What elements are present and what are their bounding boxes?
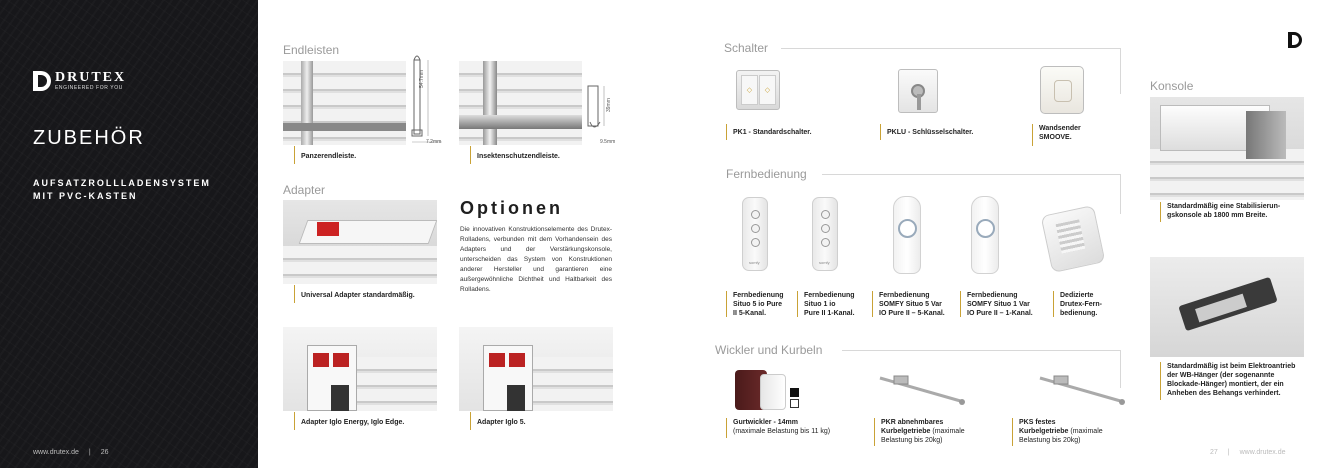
insekten-dim-width: 9.5mm	[600, 139, 616, 145]
panzerendleiste-caption: Panzerendleiste.	[294, 146, 356, 164]
brand-name: DRUTEX	[55, 70, 127, 85]
insekten-dim-height: 39mm	[606, 98, 612, 112]
remote-situo-1-caption: Fernbedienung Situo 1 io Pure II 1-Kanal.	[797, 291, 855, 317]
pklu-caption: PKLU - Schlüsselschalter.	[880, 124, 973, 140]
section-wickler-heading: Wickler und Kurbeln	[715, 343, 823, 357]
stabilisierungskonsole-caption: Standardmäßig eine Stabilisierun- gskonsole ab 1800 mm Breite.	[1160, 202, 1280, 222]
pkr-crank-image	[876, 368, 968, 412]
pks-caption: PKS festes Kurbelgetriebe (maximale Belastung bis 20kg)	[1012, 418, 1103, 446]
insektenschutzendleiste-image	[459, 61, 582, 145]
stabilisierungskonsole-image	[1150, 97, 1304, 200]
wb-haenger-caption: Standardmäßig ist beim Elektroantrieb der WB-Hänger (der sogenannte Blockade-Hänger) montiert, der ein Anheben des Behangs verhindert.	[1160, 362, 1295, 400]
remote-situo-1-var-caption: Fernbedienung SOMFY Situo 1 Var IO Pure II – 1-Kanal.	[960, 291, 1033, 317]
remote-situo-5-image: somfy	[742, 197, 768, 271]
universal-adapter-image	[283, 200, 437, 284]
fernbedienung-vertical-line	[1120, 174, 1121, 214]
adapter-iglo-5-image	[459, 327, 613, 411]
section-konsole-heading: Konsole	[1150, 79, 1194, 93]
adapter-iglo-energy-image	[283, 327, 437, 411]
universal-adapter-caption: Universal Adapter standardmäßig.	[294, 285, 415, 303]
drutex-logo	[33, 71, 126, 91]
panzer-dim-width: 7.2mm	[426, 139, 442, 145]
drutex-d-icon	[33, 71, 51, 91]
remote-situo-5-var-image	[893, 196, 921, 274]
smoove-wall-transmitter-image	[1040, 66, 1084, 114]
pklu-key-switch-image	[898, 69, 938, 113]
optionen-title: Optionen	[460, 198, 563, 218]
footer-left: www.drutex.de | 26	[33, 449, 109, 456]
remote-situo-5-var-caption: Fernbedienung SOMFY Situo 5 Var IO Pure II – 5-Kanal.	[872, 291, 945, 317]
insektenschutz-profile-drawing	[584, 82, 618, 138]
section-fernbedienung-heading: Fernbedienung	[726, 167, 807, 181]
adapter-iglo-energy-caption: Adapter Iglo Energy, Iglo Edge.	[294, 412, 404, 430]
pks-crank-image	[1036, 368, 1128, 412]
pkr-caption: PKR abnehmbares Kurbelgetriebe (maximale Belastung bis 20kg)	[874, 418, 965, 446]
panzer-dim-height: 54.7mm	[419, 69, 425, 88]
remote-situo-5-caption: Fernbedienung Situo 5 io Pure II 5-Kanal.	[726, 291, 784, 317]
footer-url-right: www.drutex.de	[1239, 449, 1286, 456]
footer-url: www.drutex.de	[33, 449, 79, 456]
panzerendleiste-image	[283, 61, 406, 145]
gurtwickler-caption: Gurtwickler - 14mm (maximale Belastung bis 11 kg)	[726, 418, 830, 438]
remote-situo-1-var-image	[971, 196, 999, 274]
brand-tagline: ENGINEERED FOR YOU	[55, 85, 123, 91]
drutex-corner-logo-icon	[1288, 32, 1302, 48]
page-number-right: 27	[1210, 449, 1218, 456]
insektenschutzendleiste-caption: Insektenschutzendleiste.	[470, 146, 560, 164]
wb-haenger-image	[1150, 257, 1304, 357]
optionen-text: Die innovativen Konstruktionselemente des Drutex-Rolladens, verbunden mit dem Vorhandensein des Adapters und der Verstärkungskonsole, unterscheiden das System von Konstruktionen anderer Hersteller und garantieren eine außergewöhnliche Dichtheit und Haltbarkeit des Rolladens.	[460, 226, 612, 293]
panzerendleiste-profile-drawing	[408, 52, 448, 148]
schalter-heading-line	[781, 48, 1120, 49]
wickler-heading-line	[842, 350, 1120, 351]
page-subtitle: AUFSATZROLLLADENSYSTEM MIT PVC-KASTEN	[33, 178, 211, 201]
section-endleisten-heading: Endleisten	[283, 43, 340, 57]
pk1-switch-image: ◇ ◇	[736, 70, 780, 110]
page-title: ZUBEHÖR	[33, 127, 145, 149]
section-schalter-heading: Schalter	[724, 41, 769, 55]
cover-panel	[0, 0, 258, 468]
remote-situo-1-image: somfy	[812, 197, 838, 271]
gurtwickler-white-image	[760, 374, 786, 410]
drutex-remote-image	[1041, 205, 1106, 273]
page-number-left: 26	[100, 449, 109, 456]
section-adapter-heading: Adapter	[283, 183, 326, 197]
fernbedienung-heading-line	[822, 174, 1120, 175]
color-swatch-white	[790, 399, 799, 408]
schalter-vertical-line	[1120, 48, 1121, 94]
smoove-caption: Wandsender SMOOVE.	[1032, 124, 1081, 146]
pk1-caption: PK1 - Standardschalter.	[726, 124, 812, 140]
drutex-remote-caption: Dedizierte Drutex-Fern- bedienung.	[1053, 291, 1102, 317]
adapter-iglo-5-caption: Adapter Iglo 5.	[470, 412, 526, 430]
color-swatch-black	[790, 388, 799, 397]
footer-right: 27 | www.drutex.de	[1210, 449, 1286, 456]
